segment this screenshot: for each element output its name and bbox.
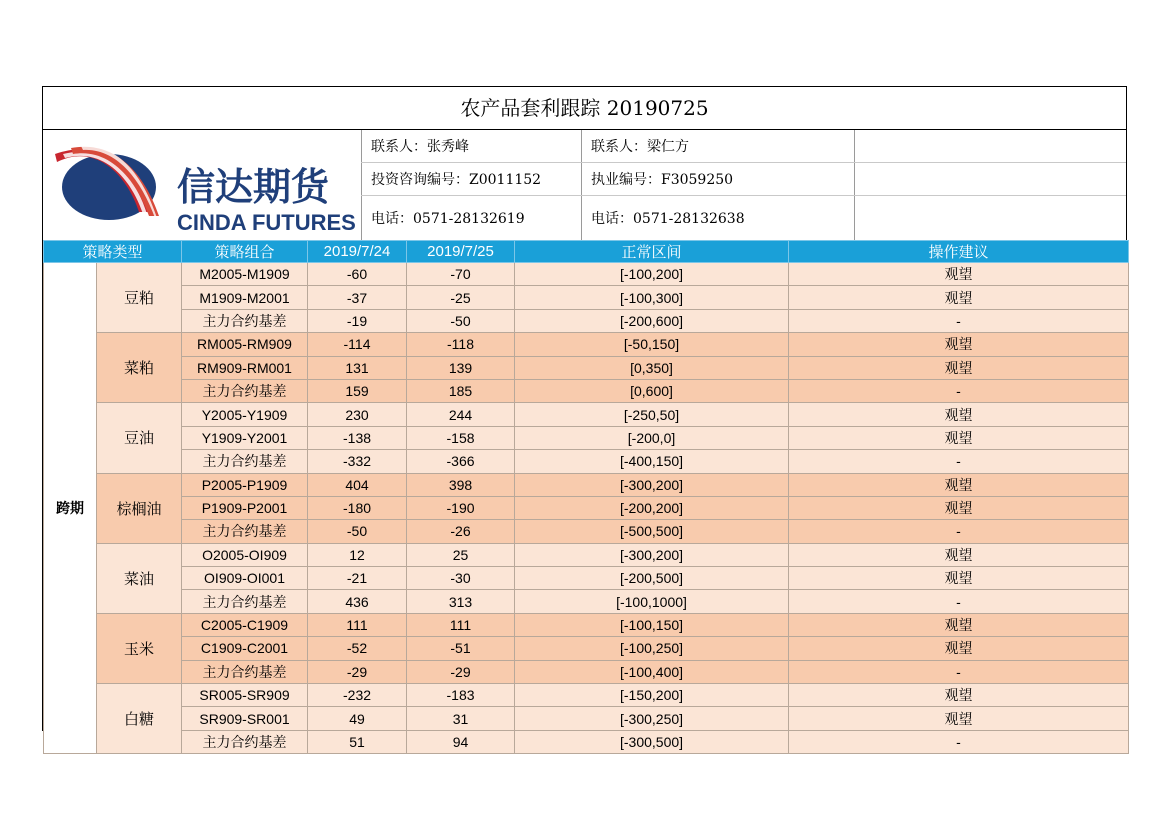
value-cell-date-2: -29 — [407, 660, 515, 683]
value-cell-date-1: -138 — [308, 426, 407, 449]
product-group: 菜粕 — [97, 333, 182, 403]
range-cell: [-100,150] — [515, 613, 789, 636]
range-cell: [-100,250] — [515, 637, 789, 660]
advice-cell: - — [789, 660, 1129, 683]
value-cell-date-1: -50 — [308, 520, 407, 543]
value-cell-date-2: 94 — [407, 730, 515, 753]
svg-text:信达期货: 信达期货 — [177, 165, 330, 209]
advice-cell: 观望 — [789, 613, 1129, 636]
advice-cell: 观望 — [789, 543, 1129, 566]
empty-cell — [854, 163, 1126, 195]
phone-1: 电话：0571-28132619 — [361, 196, 581, 240]
range-cell: [-100,1000] — [515, 590, 789, 613]
value-cell-date-2: 111 — [407, 613, 515, 636]
value-cell-date-1: -180 — [308, 496, 407, 519]
value-cell-date-1: 131 — [308, 356, 407, 379]
col-header-combo: 策略组合 — [182, 241, 308, 263]
table-row — [44, 379, 1129, 402]
value-cell-date-1: -332 — [308, 450, 407, 473]
table-row — [44, 496, 1129, 519]
col-header-range: 正常区间 — [515, 241, 789, 263]
value-cell-date-2: 313 — [407, 590, 515, 613]
contact-name-1: 联系人：张秀峰 — [361, 130, 581, 162]
combo-cell: RM005-RM909 — [182, 333, 308, 356]
combo-cell: SR005-SR909 — [182, 684, 308, 707]
value-cell-date-1: -60 — [308, 263, 407, 286]
table-row — [44, 356, 1129, 379]
combo-cell: 主力合约基差 — [182, 379, 308, 402]
value-cell-date-1: 111 — [308, 613, 407, 636]
value-cell-date-1: -21 — [308, 567, 407, 590]
combo-cell: 主力合约基差 — [182, 660, 308, 683]
table-row — [44, 590, 1129, 613]
col-header-date-2: 2019/7/25 — [407, 241, 515, 263]
value-cell-date-1: -37 — [308, 286, 407, 309]
combo-cell: OI909-OI001 — [182, 567, 308, 590]
range-cell: [-150,200] — [515, 684, 789, 707]
table-row — [44, 613, 1129, 636]
advice-cell: - — [789, 309, 1129, 332]
value-cell-date-1: 49 — [308, 707, 407, 730]
range-cell: [-200,200] — [515, 496, 789, 519]
advice-cell: 观望 — [789, 473, 1129, 496]
advice-cell: 观望 — [789, 707, 1129, 730]
value-cell-date-1: -114 — [308, 333, 407, 356]
value-cell-date-2: -158 — [407, 426, 515, 449]
table-row — [44, 403, 1129, 426]
value-cell-date-2: -118 — [407, 333, 515, 356]
combo-cell: Y2005-Y1909 — [182, 403, 308, 426]
value-cell-date-1: 230 — [308, 403, 407, 426]
col-header-strategy-type: 策略类型 — [44, 241, 182, 263]
combo-cell: RM909-RM001 — [182, 356, 308, 379]
range-cell: [-300,500] — [515, 730, 789, 753]
arbitrage-table — [43, 240, 1129, 754]
value-cell-date-1: -19 — [308, 309, 407, 332]
combo-cell: M1909-M2001 — [182, 286, 308, 309]
empty-cell — [854, 196, 1126, 240]
combo-cell: C1909-C2001 — [182, 637, 308, 660]
col-header-advice: 操作建议 — [789, 241, 1129, 263]
table-row — [44, 730, 1129, 753]
value-cell-date-2: -183 — [407, 684, 515, 707]
combo-cell: 主力合约基差 — [182, 590, 308, 613]
table-row — [44, 567, 1129, 590]
combo-cell: P2005-P1909 — [182, 473, 308, 496]
value-cell-date-2: -25 — [407, 286, 515, 309]
contact-name-2: 联系人：梁仁方 — [581, 130, 854, 162]
range-cell: [-250,50] — [515, 403, 789, 426]
combo-cell: P1909-P2001 — [182, 496, 308, 519]
value-cell-date-1: 436 — [308, 590, 407, 613]
table-row — [44, 263, 1129, 286]
value-cell-date-2: -30 — [407, 567, 515, 590]
value-cell-date-1: -29 — [308, 660, 407, 683]
contact-row — [361, 196, 1126, 240]
range-cell: [-300,200] — [515, 473, 789, 496]
advice-cell: 观望 — [789, 567, 1129, 590]
report-header — [43, 130, 1126, 240]
range-cell: [-200,600] — [515, 309, 789, 332]
phone-2: 电话：0571-28132638 — [581, 196, 854, 240]
range-cell: [-200,500] — [515, 567, 789, 590]
empty-cell — [854, 130, 1126, 162]
table-row — [44, 660, 1129, 683]
combo-cell: 主力合约基差 — [182, 520, 308, 543]
product-group: 玉米 — [97, 613, 182, 683]
advice-cell: 观望 — [789, 496, 1129, 519]
range-cell: [-300,200] — [515, 543, 789, 566]
advice-cell: 观望 — [789, 356, 1129, 379]
range-cell: [-300,250] — [515, 707, 789, 730]
cinda-logo-icon — [43, 130, 361, 240]
value-cell-date-2: 31 — [407, 707, 515, 730]
advice-cell: 观望 — [789, 637, 1129, 660]
product-group: 菜油 — [97, 543, 182, 613]
contact-row — [361, 130, 1126, 163]
product-group: 豆油 — [97, 403, 182, 473]
strategy-category: 跨期 — [44, 263, 97, 754]
table-row — [44, 684, 1129, 707]
range-cell: [-50,150] — [515, 333, 789, 356]
range-cell: [-400,150] — [515, 450, 789, 473]
combo-cell: 主力合约基差 — [182, 730, 308, 753]
range-cell: [-100,400] — [515, 660, 789, 683]
contact-row — [361, 163, 1126, 196]
table-row — [44, 426, 1129, 449]
combo-cell: 主力合约基差 — [182, 450, 308, 473]
value-cell-date-1: 51 — [308, 730, 407, 753]
col-header-date-1: 2019/7/24 — [308, 241, 407, 263]
advice-cell: - — [789, 379, 1129, 402]
value-cell-date-1: -232 — [308, 684, 407, 707]
range-cell: [0,350] — [515, 356, 789, 379]
combo-cell: C2005-C1909 — [182, 613, 308, 636]
contact-info — [361, 130, 1126, 240]
range-cell: [0,600] — [515, 379, 789, 402]
table-row — [44, 543, 1129, 566]
table-row — [44, 333, 1129, 356]
value-cell-date-2: 25 — [407, 543, 515, 566]
table-row — [44, 450, 1129, 473]
range-cell: [-100,300] — [515, 286, 789, 309]
cinda-logo — [43, 130, 361, 240]
value-cell-date-2: 139 — [407, 356, 515, 379]
value-cell-date-1: 159 — [308, 379, 407, 402]
license-id: 执业编号：F3059250 — [581, 163, 854, 195]
range-cell: [-500,500] — [515, 520, 789, 543]
value-cell-date-2: 398 — [407, 473, 515, 496]
range-cell: [-100,200] — [515, 263, 789, 286]
table-row — [44, 286, 1129, 309]
table-row — [44, 707, 1129, 730]
svg-text:CINDA FUTURES: CINDA FUTURES — [177, 210, 356, 235]
advice-cell: 观望 — [789, 684, 1129, 707]
value-cell-date-2: -366 — [407, 450, 515, 473]
combo-cell: M2005-M1909 — [182, 263, 308, 286]
product-group: 豆粕 — [97, 263, 182, 333]
advice-cell: - — [789, 520, 1129, 543]
value-cell-date-2: -50 — [407, 309, 515, 332]
value-cell-date-2: -70 — [407, 263, 515, 286]
advice-cell: - — [789, 590, 1129, 613]
table-row — [44, 637, 1129, 660]
combo-cell: Y1909-Y2001 — [182, 426, 308, 449]
range-cell: [-200,0] — [515, 426, 789, 449]
advice-cell: 观望 — [789, 403, 1129, 426]
value-cell-date-2: 185 — [407, 379, 515, 402]
report-title: 农产品套利跟踪 20190725 — [43, 87, 1126, 130]
advice-cell: - — [789, 450, 1129, 473]
advice-cell: 观望 — [789, 286, 1129, 309]
value-cell-date-2: -190 — [407, 496, 515, 519]
value-cell-date-2: -26 — [407, 520, 515, 543]
product-group: 棕榈油 — [97, 473, 182, 543]
combo-cell: O2005-OI909 — [182, 543, 308, 566]
table-row — [44, 520, 1129, 543]
report-frame — [42, 86, 1127, 750]
value-cell-date-1: -52 — [308, 637, 407, 660]
value-cell-date-1: 404 — [308, 473, 407, 496]
advice-cell: 观望 — [789, 426, 1129, 449]
advisory-id: 投资咨询编号：Z0011152 — [361, 163, 581, 195]
combo-cell: SR909-SR001 — [182, 707, 308, 730]
advice-cell: 观望 — [789, 263, 1129, 286]
combo-cell: 主力合约基差 — [182, 309, 308, 332]
table-header-row — [44, 241, 1129, 263]
value-cell-date-2: -51 — [407, 637, 515, 660]
table-row — [44, 309, 1129, 332]
advice-cell: 观望 — [789, 333, 1129, 356]
product-group: 白糖 — [97, 684, 182, 754]
advice-cell: - — [789, 730, 1129, 753]
value-cell-date-1: 12 — [308, 543, 407, 566]
value-cell-date-2: 244 — [407, 403, 515, 426]
table-row — [44, 473, 1129, 496]
